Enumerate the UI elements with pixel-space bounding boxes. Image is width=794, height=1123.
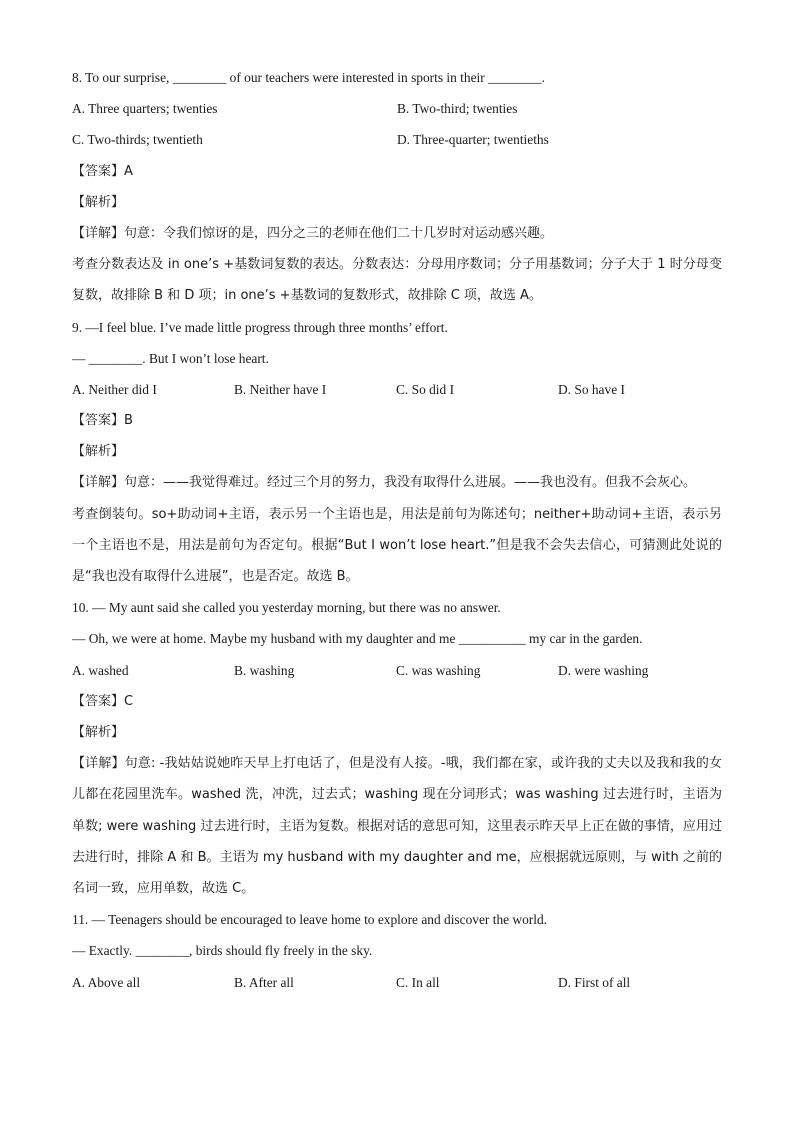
question-8 xyxy=(72,62,722,312)
detail-text: 【详解】句意：——我觉得难过。经过三个月的努力，我没有取得什么进展。——我也没有。但我不会灰心。 xyxy=(72,475,697,491)
option-c: C. Two-thirds; twentieth xyxy=(72,132,203,148)
analysis-label: 【解析】 xyxy=(72,444,125,460)
options-row xyxy=(72,967,722,998)
analysis-label: 【解析】 xyxy=(72,194,125,210)
answer-label: 【答案】A xyxy=(72,163,133,179)
analysis-label: 【解析】 xyxy=(72,725,125,741)
answer-label: 【答案】C xyxy=(72,693,134,709)
options-row xyxy=(72,124,722,155)
question-9 xyxy=(72,312,722,593)
detail-text: 【详解】句意: -我姑姑说她昨天早上打电话了，但是没有人接。-哦，我们都在家，或许我的丈夫以及我和我的女儿都在花园里洗车。washed 洗，冲洗，过去式；washing 现在分词形式；was washing 过去进行时，主语为单数; were washing 过去进行时，主语为复数。根据对话的意思可知，这里表示昨天早上正在做的事情，应用过去进行时，排除 A 和 B。主语为 my husband with my daughter and me，应根据就远原则，与 with 之前的名词一致，应用单数，故选 C。 xyxy=(72,756,722,897)
options-row xyxy=(72,93,722,124)
detail-text: 【详解】句意：令我们惊讶的是，四分之三的老师在他们二十几岁时对运动感兴趣。 xyxy=(72,225,554,241)
option-d: D. Three-quarter; twentieths xyxy=(397,132,549,148)
explanation-text: 考查倒装句。so+助动词+主语，表示另一个主语也是，用法是前句为陈述句；neither+助动词+主语，表示另一个主语也不是，用法是前句为否定句。根据“But I won’t lose heart.”但是我不会失去信心，可猜测此处说的是“我也没有取得什么进展”，也是否定。故选 B。 xyxy=(72,506,722,585)
options-row xyxy=(72,655,722,686)
options-row xyxy=(72,374,722,405)
option-a: A. Above all xyxy=(72,974,141,990)
explanation-text: 考查分数表达及 in one’s +基数词复数的表达。分数表达：分母用序数词；分子用基数词；分子大于 1 时分母变复数，故排除 B 和 D 项；in one’s +基数词的复数形式，故排除 C 项，故选 A。 xyxy=(72,257,722,304)
document-page xyxy=(72,62,722,998)
option-a: A. Neither did I xyxy=(72,381,157,397)
option-b: B. Two-third; twenties xyxy=(397,101,518,117)
question-stem: — ________. But I won’t lose heart. xyxy=(72,350,269,366)
option-d: D. First of all xyxy=(558,974,631,990)
option-a: A. Three quarters; twenties xyxy=(72,101,218,117)
option-b: B. After all xyxy=(234,974,294,990)
option-c: C. In all xyxy=(396,974,440,990)
question-stem: 8. To our surprise, ________ of our teachers were interested in sports in their ________. xyxy=(72,70,545,85)
question-10 xyxy=(72,592,722,904)
question-stem: 9. —I feel blue. I’ve made little progress through three months’ effort. xyxy=(72,319,448,335)
question-stem: — Oh, we were at home. Maybe my husband with my daughter and me __________ my car in the garden. xyxy=(72,631,643,647)
option-c: C. was washing xyxy=(396,662,481,678)
question-stem: 11. — Teenagers should be encouraged to leave home to explore and discover the world. xyxy=(72,912,548,928)
question-stem: 10. — My aunt said she called you yesterday morning, but there was no answer. xyxy=(72,600,501,616)
option-d: D. were washing xyxy=(558,662,649,678)
question-11 xyxy=(72,904,722,998)
question-stem: — Exactly. ________, birds should fly freely in the sky. xyxy=(72,943,373,959)
option-c: C. So did I xyxy=(396,381,455,397)
option-b: B. washing xyxy=(234,662,295,678)
answer-label: 【答案】B xyxy=(72,413,133,429)
option-d: D. So have I xyxy=(558,381,625,397)
option-a: A. washed xyxy=(72,662,129,678)
option-b: B. Neither have I xyxy=(234,381,327,397)
